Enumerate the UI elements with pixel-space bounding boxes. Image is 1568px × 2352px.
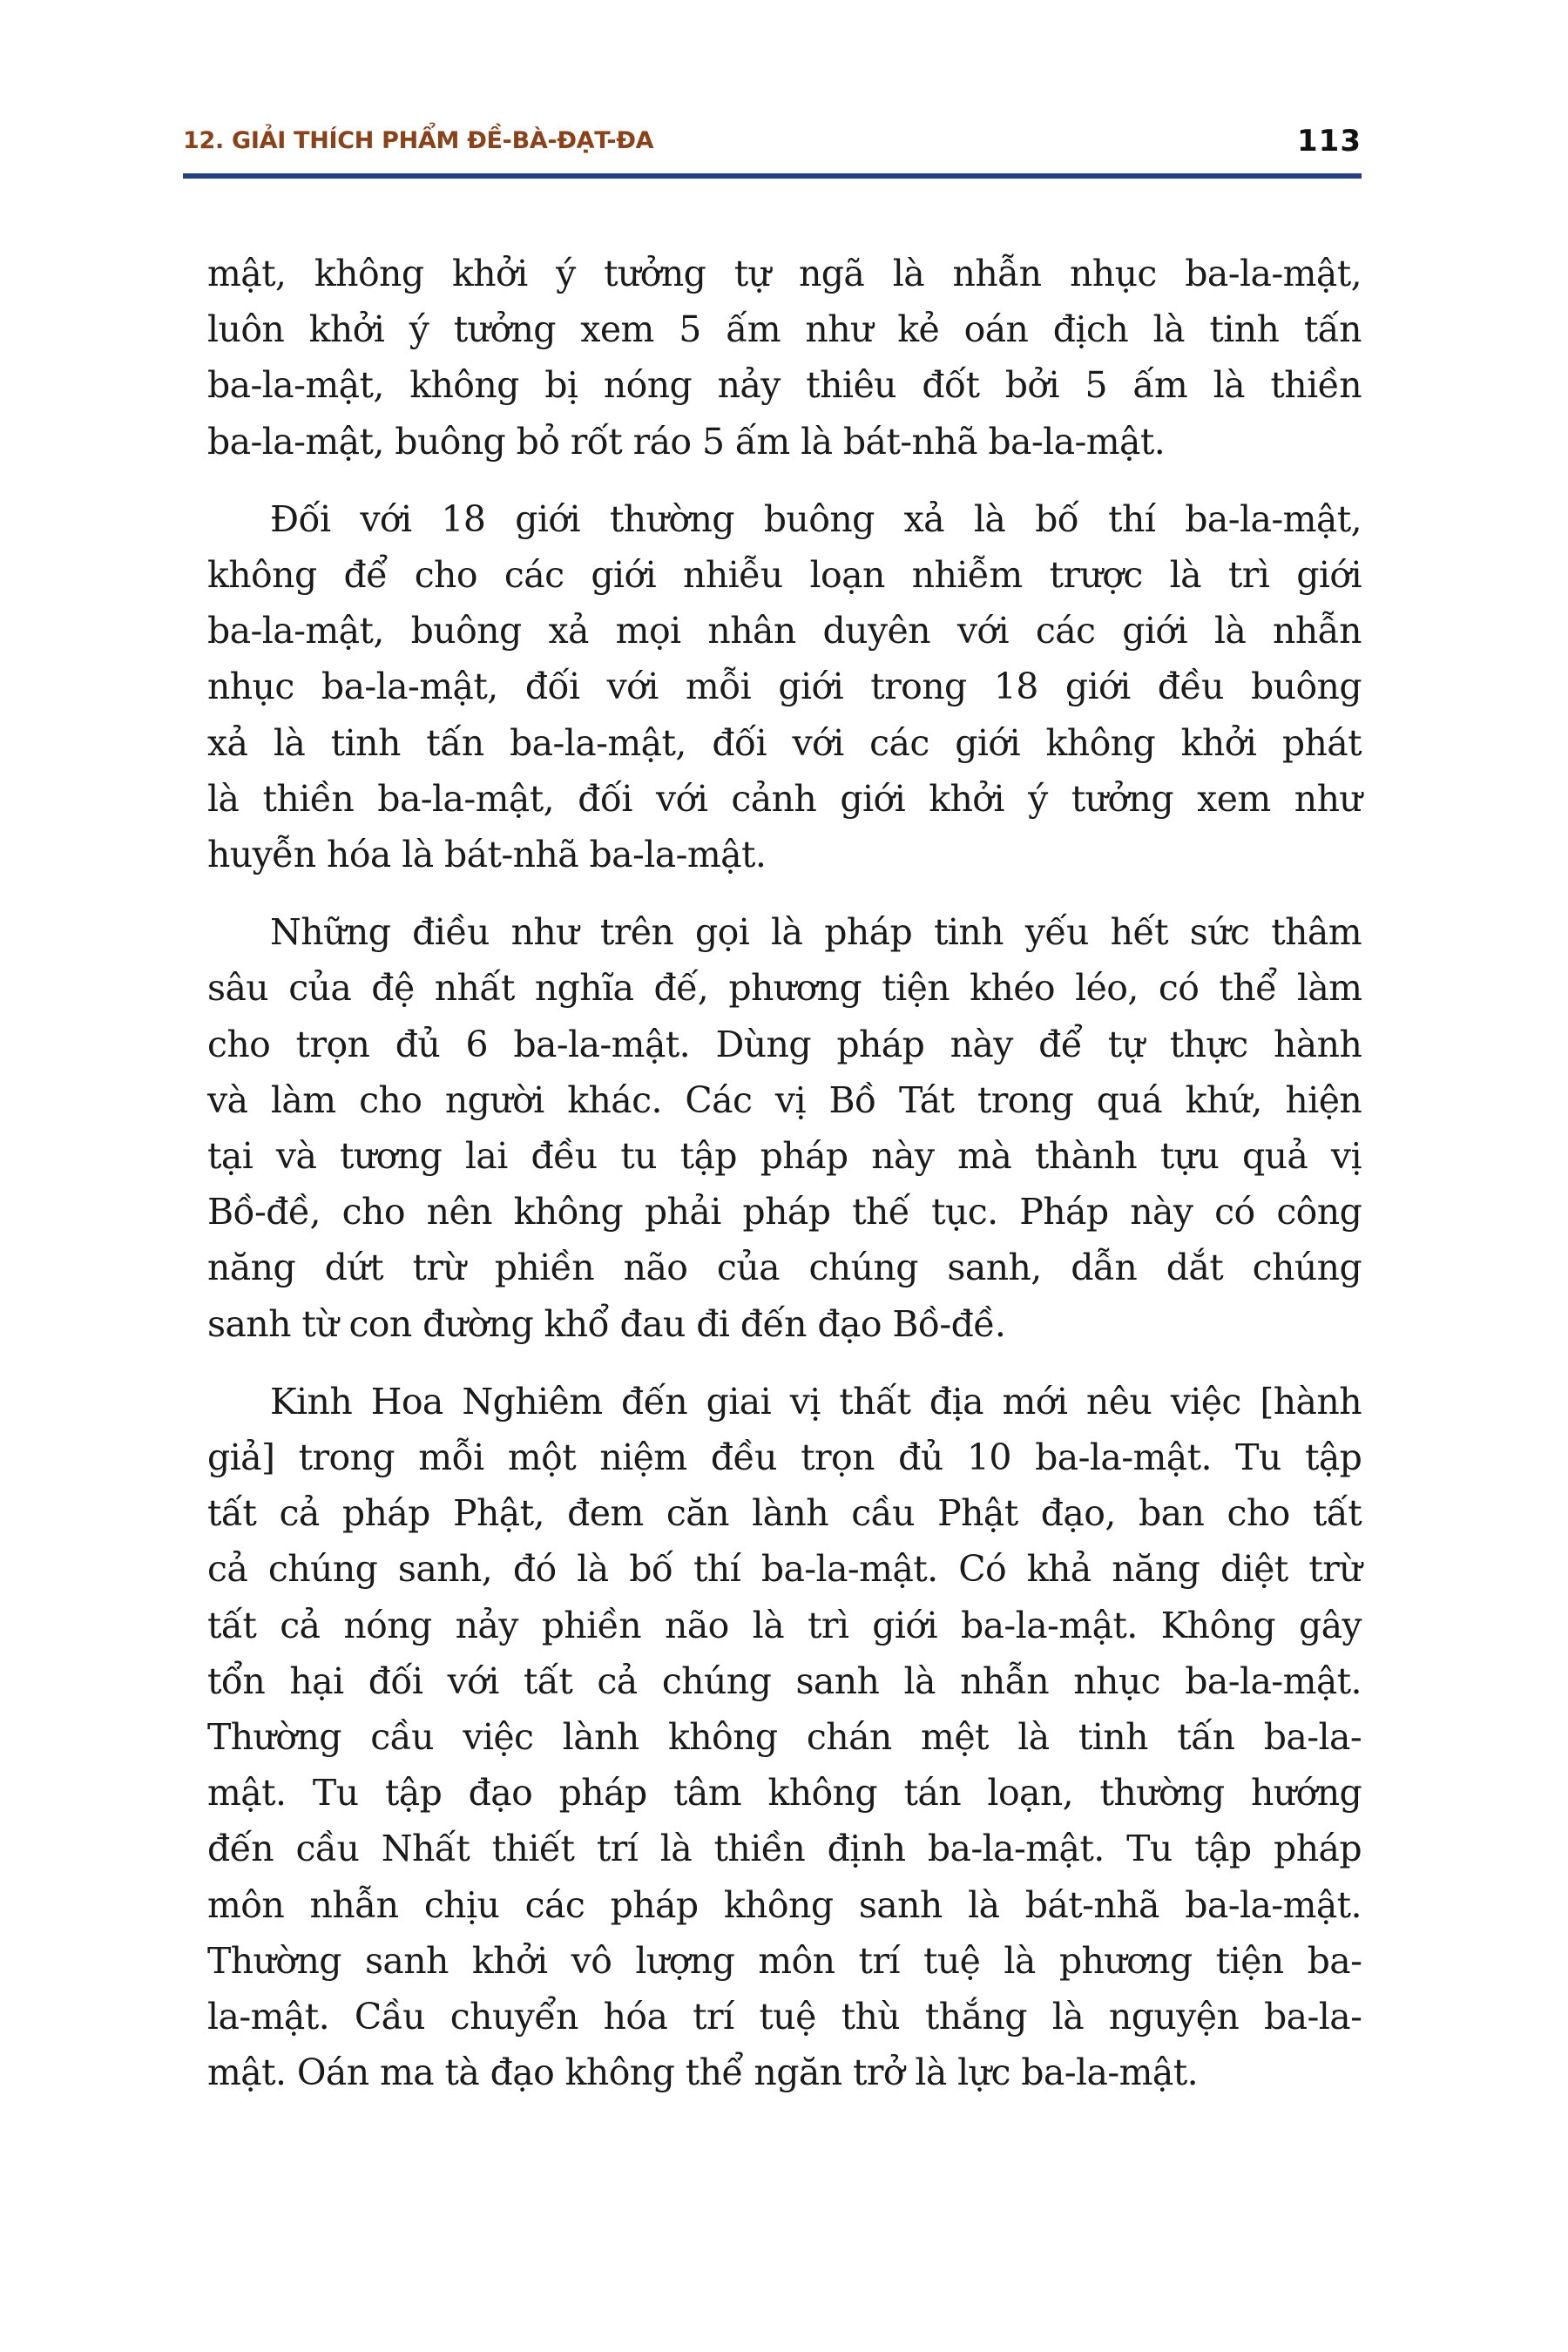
text-line: tại và tương lai đều tu tập pháp này mà thành tựu quả vị [207,1135,1362,1178]
text-line: Thường sanh khởi vô lượng môn trí tuệ là phương tiện ba- [207,1939,1362,1982]
paragraph [207,904,1362,1352]
text-line: tất cả nóng nảy phiền não là trì giới ba-la-mật. Không gây [207,1604,1362,1646]
text-line: Thường cầu việc lành không chán mệt là tinh tấn ba-la- [207,1716,1362,1759]
text-line: giả] trong mỗi một niệm đều trọn đủ 10 ba-la-mật. Tu tập [207,1436,1362,1479]
text-line: đến cầu Nhất thiết trí là thiền định ba-la-mật. Tu tập pháp [207,1828,1362,1870]
text-line: là thiền ba-la-mật, đối với cảnh giới khởi ý tưởng xem như [207,777,1362,820]
text-line: la-mật. Cầu chuyển hóa trí tuệ thù thắng là nguyện ba-la- [207,1996,1362,2038]
text-line: ba-la-mật, buông xả mọi nhân duyên với các giới là nhẫn [207,610,1362,652]
text-line: xả là tinh tấn ba-la-mật, đối với các giới không khởi phát [207,721,1362,764]
page-number: 113 [1297,124,1362,159]
text-line: Kinh Hoa Nghiêm đến giai vị thất địa mới nêu việc [hành [270,1380,1362,1423]
text-line: luôn khởi ý tưởng xem 5 ấm như kẻ oán địch là tinh tấn [207,308,1362,351]
text-line: mật. Oán ma tà đạo không thể ngăn trở là lực ba-la-mật. [207,2051,1199,2094]
text-line: năng dứt trừ phiền não của chúng sanh, dẫn dắt chúng [207,1247,1362,1289]
paragraph [207,1374,1362,2101]
text-line: ba-la-mật, buông bỏ rốt ráo 5 ấm là bát-nhã ba-la-mật. [207,420,1166,463]
text-line: mật. Tu tập đạo pháp tâm không tán loạn, thường hướng [207,1772,1362,1815]
text-line: mật, không khởi ý tưởng tự ngã là nhẫn nhục ba-la-mật, [207,253,1362,294]
text-line: ba-la-mật, không bị nóng nảy thiêu đốt bởi 5 ấm là thiền [207,364,1362,407]
paragraph [207,246,1362,470]
paragraph [207,491,1362,882]
text-line: tổn hại đối với tất cả chúng sanh là nhẫn nhục ba-la-mật. [207,1659,1362,1702]
text-line: Những điều như trên gọi là pháp tinh yếu hết sức thâm [270,911,1362,954]
text-line: sâu của đệ nhất nghĩa đế, phương tiện khéo léo, có thể làm [207,967,1362,1010]
text-line: nhục ba-la-mật, đối với mỗi giới trong 18 giới đều buông [207,666,1362,708]
text-line: không để cho các giới nhiễu loạn nhiễm trược là trì giới [207,554,1362,597]
text-line: huyễn hóa là bát-nhã ba-la-mật. [207,834,767,876]
text-line: môn nhẫn chịu các pháp không sanh là bát-nhã ba-la-mật. [207,1883,1362,1926]
text-line: Đối với 18 giới thường buông xả là bố thí ba-la-mật, [270,497,1362,540]
header-rule [183,173,1362,179]
text-line: cho trọn đủ 6 ba-la-mật. Dùng pháp này để tự thực hành [207,1023,1362,1065]
text-line: Bồ-đề, cho nên không phải pháp thế tục. Pháp này có công [207,1191,1362,1233]
chapter-title: 12. GIẢI THÍCH PHẨM ĐỀ-BÀ-ĐẠT-ĐA [183,127,654,154]
text-line: sanh từ con đường khổ đau đi đến đạo Bồ-đề. [207,1302,1006,1345]
running-header [183,124,1362,159]
text-line: và làm cho người khác. Các vị Bồ Tát trong quá khứ, hiện [207,1078,1362,1121]
text-line: cả chúng sanh, đó là bố thí ba-la-mật. Có khả năng diệt trừ [207,1548,1362,1591]
body-text [207,246,1362,2123]
text-line: tất cả pháp Phật, đem căn lành cầu Phật đạo, ban cho tất [207,1492,1362,1535]
